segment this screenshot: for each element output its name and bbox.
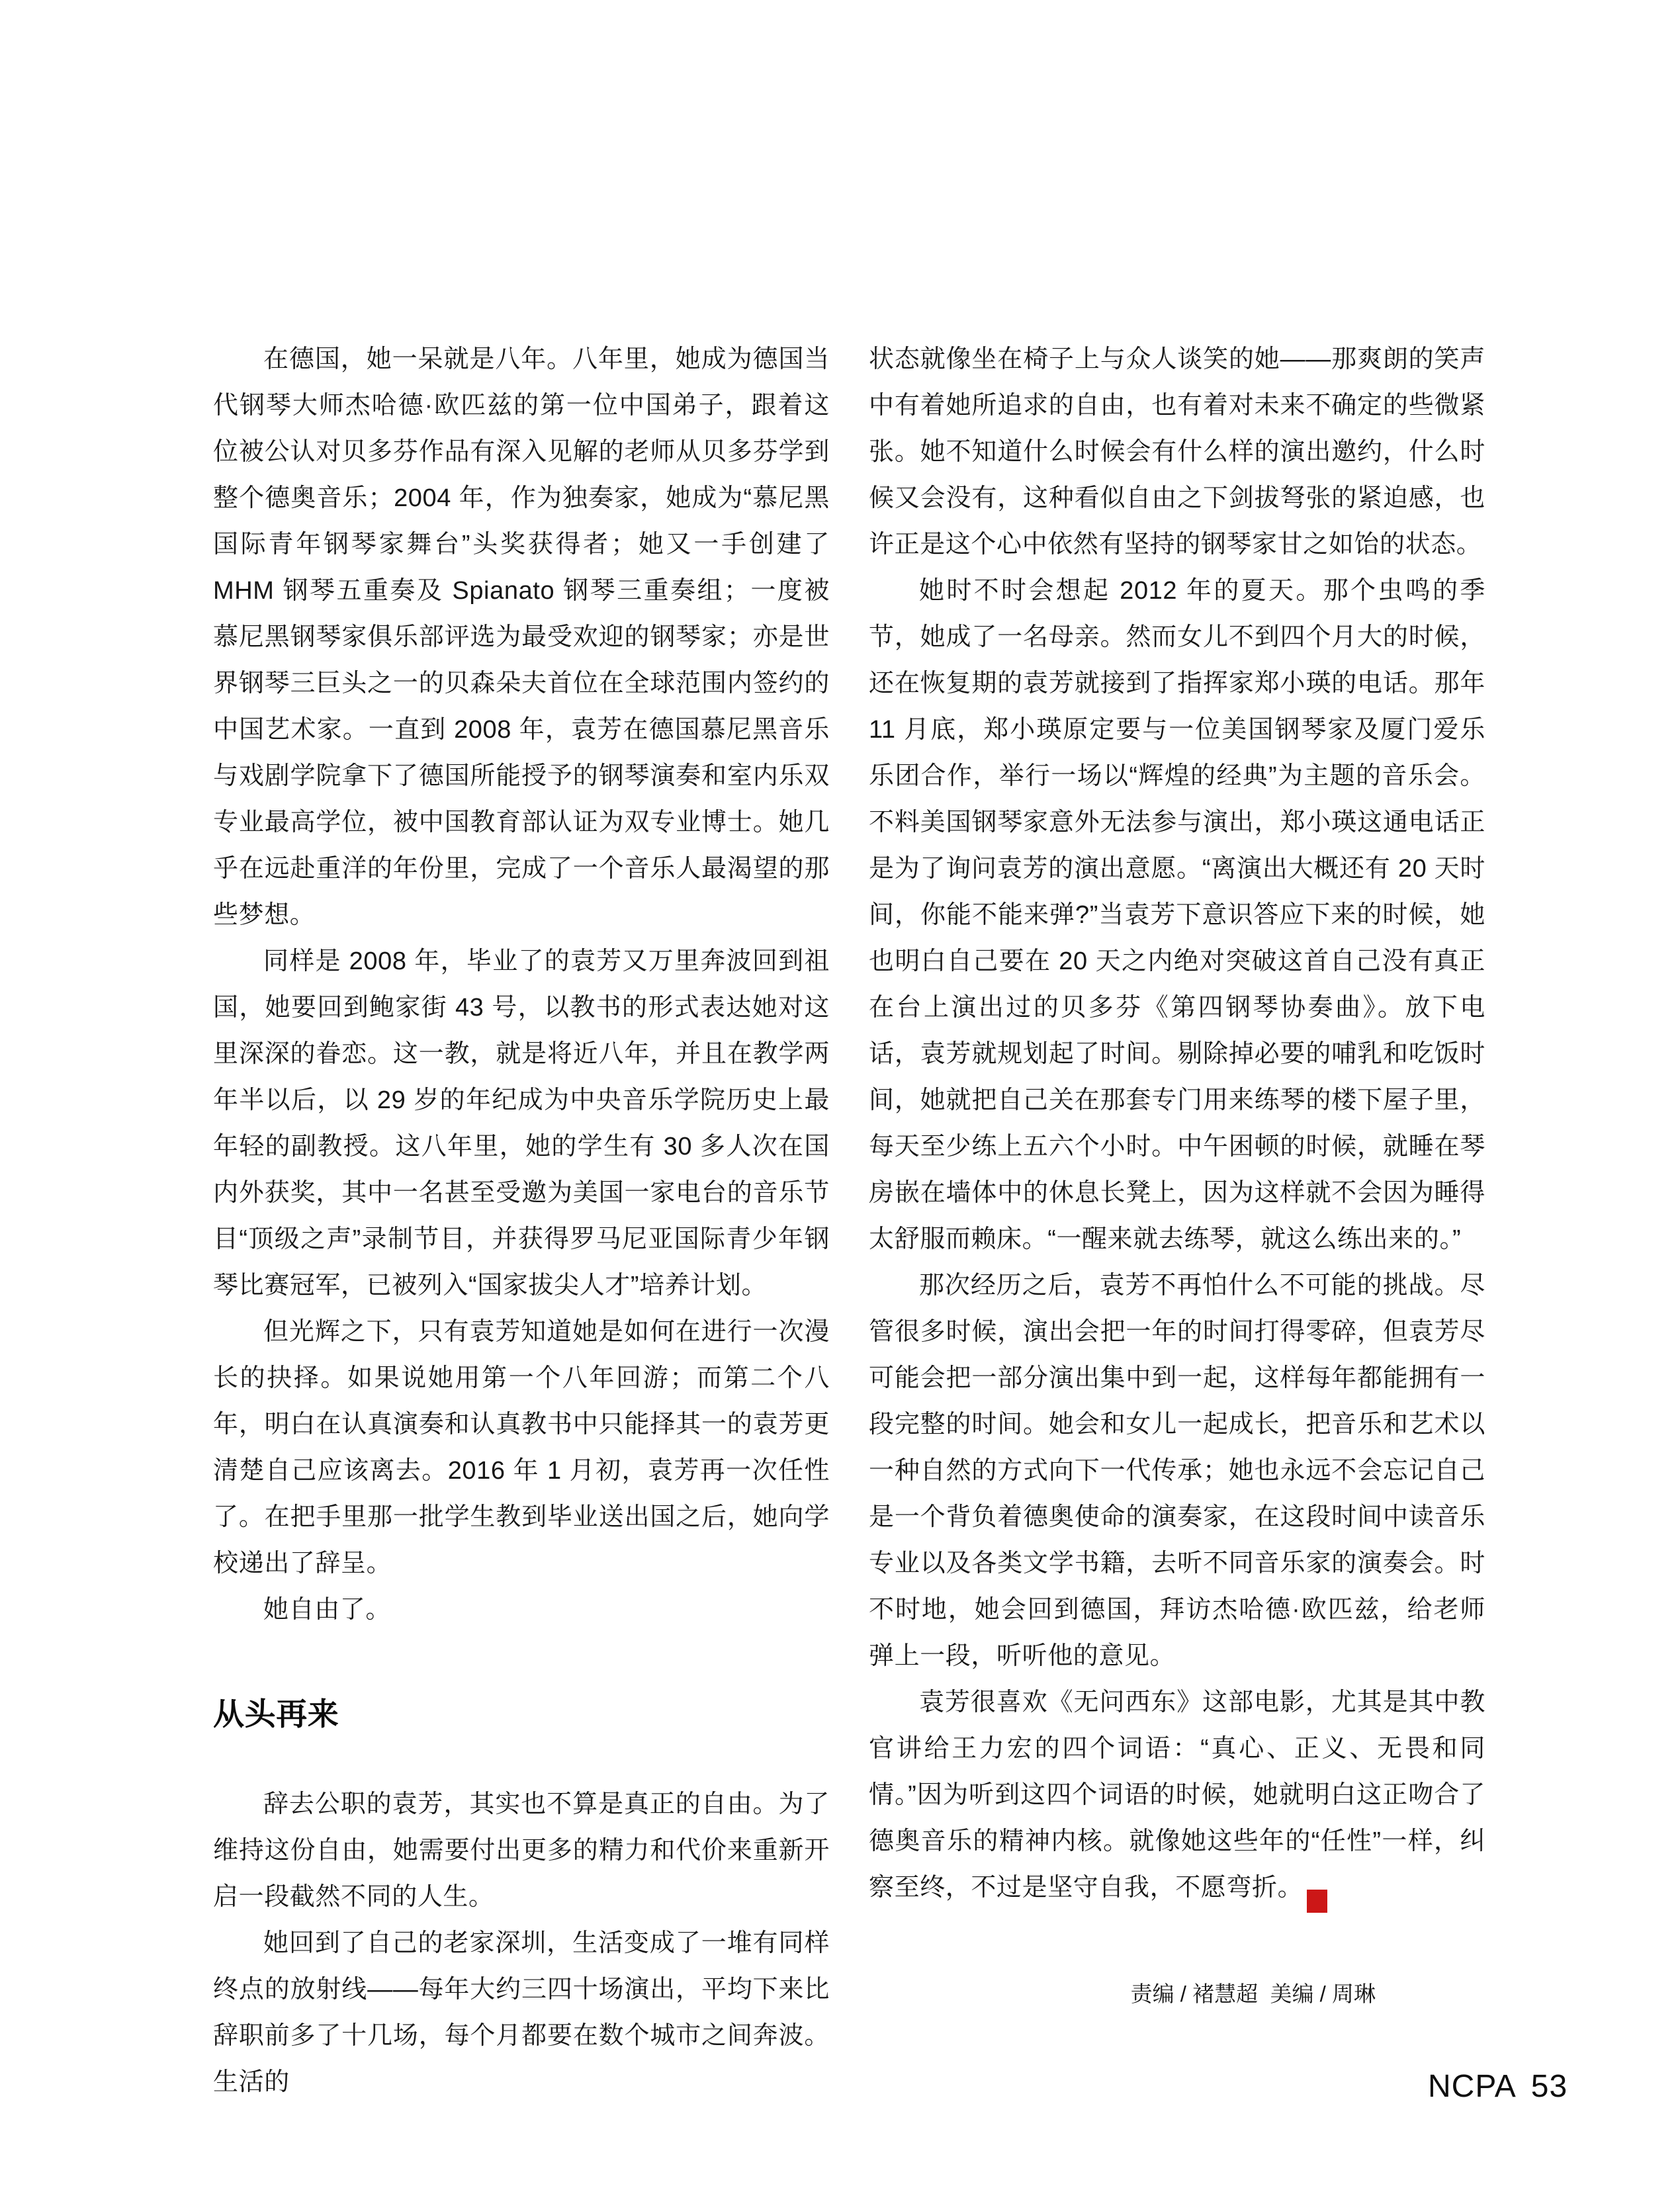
paragraph: 她时不时会想起 2012 年的夏天。那个虫鸣的季节，她成了一名母亲。然而女儿不到四个月大的时候，还在恢复期的袁芳就接到了指挥家郑小瑛的电话。那年 11 月底，郑小瑛原定要与一位美国钢琴家及厦门爱乐乐团合作，举行一场以“辉煌的经典”为主题的音乐会。不料美国钢琴家意外无法参与演出，郑小瑛这通电话正是为了询问袁芳的演出意愿。“离演出大概还有 20 天时间，你能不能来弹?”当袁芳下意识答应下来的时候，她也明白自己要在 20 天之内绝对突破这首自己没有真正在台上演出过的贝多芬《第四钢琴协奏曲》。放下电话，袁芳就规划起了时间。剔除掉必要的哺乳和吃饭时间，她就把自己关在那套专门用来练琴的楼下屋子里，每天至少练上五六个小时。中午困顿的时候，就睡在琴房嵌在墙体中的休息长凳上，因为这样就不会因为睡得太舒服而赖床。“一醒来就去练琴，就这么练出来的。” (869, 577, 1485, 1253)
section-heading: 从头再来 (213, 1696, 339, 1731)
ncpa-logo-line1: NC (1359, 1890, 1373, 1901)
paragraph-text: 袁芳很喜欢《无问西东》这部电影，尤其是其中教官讲给王力宏的四个词语：“真心、正义、无畏和同情。”因为听到这四个词语的时候，她就明白这正吻合了德奥音乐的精神内核。就像她这些年的“任性”一样，纠察至终，不过是坚守自我，不愿弯折。 (869, 1688, 1485, 1902)
ncpa-logo-icon (1307, 1890, 1373, 1913)
page-number-value: 53 (1530, 2069, 1568, 2104)
paragraph: 在德国，她一呆就是八年。八年里，她成为德国当代钢琴大师杰哈德·欧匹兹的第一位中国弟子，跟着这位被公认对贝多芬作品有深入见解的老师从贝多芬学到整个德奥音乐；2004 年，作为独奏家，她成为“慕尼黑国际青年钢琴家舞台”头奖获得者；她又一手创建了 MHM 钢琴五重奏及 Spianato 钢琴三重奏组；一度被慕尼黑钢琴家俱乐部评选为最受欢迎的钢琴家；亦是世界钢琴三巨头之一的贝森朵夫首位在全球范围内签约的中国艺术家。一直到 2008 年，袁芳在德国慕尼黑音乐与戏剧学院拿下了德国所能授予的钢琴演奏和室内乐双专业最高学位，被中国教育部认证为双专业博士。她几乎在远赴重洋的年份里，完成了一个音乐人最渴望的那些梦想。 (213, 345, 830, 929)
right-column (869, 336, 1485, 1913)
paragraph: 辞去公职的袁芳，其实也不算是真正的自由。为了维持这份自由，她需要付出更多的精力和代价来重新开启一段截然不同的人生。 (213, 1790, 830, 1911)
paragraph (869, 1679, 1485, 1913)
paragraph: 她回到了自己的老家深圳，生活变成了一堆有同样终点的放射线——每年大约三四十场演出，平均下来比辞职前多了十几场，每个月都要在数个城市之间奔波。生活的 (213, 1929, 830, 2096)
paragraph: 但光辉之下，只有袁芳知道她是如何在进行一次漫长的抉择。如果说她用第一个八年回游；而第二个八年，明白在认真演奏和认真教书中只能择其一的袁芳更清楚自己应该离去。2016 年 1 月初，袁芳再一次任性了。在把手里那一批学生教到毕业送出国之后，她向学校递出了辞呈。 (213, 1318, 830, 1577)
paragraph: 同样是 2008 年，毕业了的袁芳又万里奔波回到祖国，她要回到鲍家街 43 号，以教书的形式表达她对这里深深的眷恋。这一教，就是将近八年，并且在教学两年半以后，以 29 岁的年纪成为中央音乐学院历史上最年轻的副教授。这八年里，她的学生有 30 多人次在国内外获奖，其中一名甚至受邀为美国一家电台的音乐节目“顶级之声”录制节目，并获得罗马尼亚国际青少年钢琴比赛冠军，已被列入“国家拔尖人才”培养计划。 (213, 947, 830, 1299)
ncpa-logo-line2: PA (1359, 1900, 1372, 1911)
paragraph: 状态就像坐在椅子上与众人谈笑的她——那爽朗的笑声中有着她所追求的自由，也有着对未来不确定的些微紧张。她不知道什么时候会有什么样的演出邀约，什么时候又会没有，这种看似自由之下剑拔弩张的紧迫感，也许正是这个心中依然有坚持的钢琴家甘之如饴的状态。 (869, 345, 1485, 558)
page-number-label: NCPA (1428, 2069, 1517, 2104)
left-column (213, 336, 830, 2105)
paragraph: 她自由了。 (263, 1596, 392, 1624)
paragraph: 那次经历之后，袁芳不再怕什么不可能的挑战。尽管很多时候，演出会把一年的时间打得零碎，但袁芳尽可能会把一部分演出集中到一起，这样每年都能拥有一段完整的时间。她会和女儿一起成长，把音乐和艺术以一种自然的方式向下一代传承；她也永远不会忘记自己是一个背负着德奥使命的演奏家，在这段时间中读音乐专业以及各类文学书籍，去听不同音乐家的演奏会。时不时地，她会回到德国，拜访杰哈德·欧匹兹，给老师弹上一段，听听他的意见。 (869, 1272, 1485, 1670)
credits-line: 责编 / 褚慧超 美编 / 周琳 (1130, 1982, 1376, 2006)
page-number (1428, 2071, 1568, 2103)
